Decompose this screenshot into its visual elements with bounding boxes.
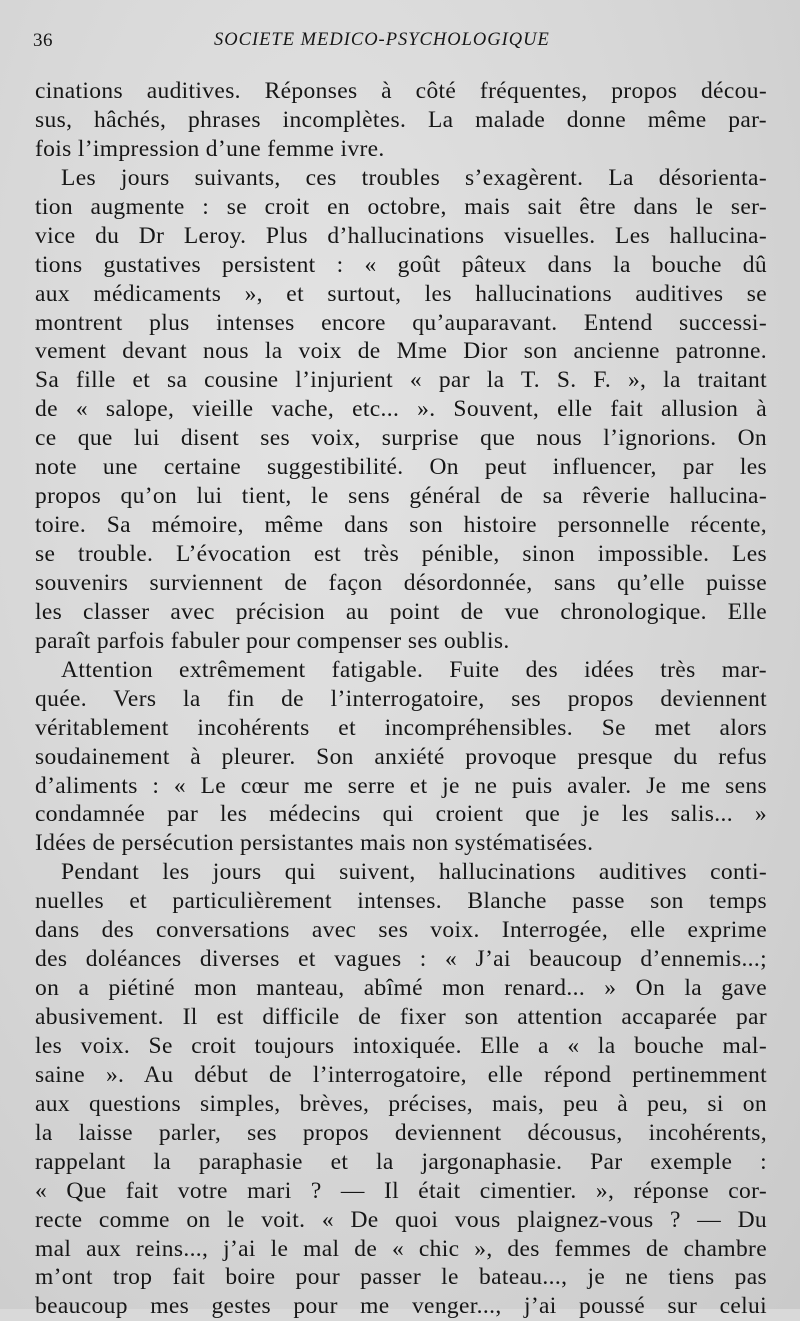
text-line: m’ont trop fait boire pour passer le bateau..., je ne tiens pas (35, 1264, 767, 1291)
text-line: sus, hâchés, phrases incomplètes. La malade donne même par- (35, 106, 767, 133)
text-line: souvenirs surviennent de façon désordonnée, sans qu’elle puisse (35, 569, 767, 596)
text-line: de « salope, vieille vache, etc... ». Souvent, elle fait allusion à (35, 396, 767, 423)
text-line: vement devant nous la voix de Mme Dior son ancienne patronne. (35, 338, 767, 365)
text-line: propos qu’on lui tient, le sens général de sa rêverie hallucina- (35, 483, 767, 510)
text-line: note une certaine suggestibilité. On peut influencer, par les (35, 454, 767, 481)
text-line: Sa fille et sa cousine l’injurient « par la T. S. F. », la traitant (35, 367, 767, 394)
text-line: tions gustatives persistent : « goût pâteux dans la bouche dû (35, 251, 767, 278)
text-line: aux médicaments », et surtout, les hallucinations auditives se (35, 280, 767, 307)
text-line: beaucoup mes gestes pour me venger..., j’ai poussé sur celui (35, 1293, 767, 1320)
text-line: on a piétiné mon manteau, abîmé mon renard... » On la gave (35, 975, 767, 1002)
text-line: « Que fait votre mari ? — Il était cimentier. », réponse cor- (35, 1177, 767, 1204)
text-line: Les jours suivants, ces troubles s’exagèrent. La désorienta- (61, 164, 767, 191)
text-line: saine ». Au début de l’interrogatoire, elle répond pertinemment (35, 1061, 767, 1088)
text-line: Idées de persécution persistantes mais non systématisées. (35, 830, 594, 857)
text-line: d’aliments : « Le cœur me serre et je ne puis avaler. Je me sens (35, 772, 767, 799)
text-line: vice du Dr Leroy. Plus d’hallucinations visuelles. Les hallucina- (35, 222, 767, 249)
text-line: aux questions simples, brèves, précises, mais, peu à peu, si on (35, 1090, 767, 1117)
text-line: rappelant la paraphasie et la jargonaphasie. Par exemple : (35, 1148, 767, 1175)
text-line: Pendant les jours qui suivent, hallucinations auditives conti- (61, 859, 767, 886)
text-line: se trouble. L’évocation est très pénible, sinon impossible. Les (35, 541, 767, 567)
running-head: SOCIETE MEDICO-PSYCHOLOGIQUE (214, 30, 550, 50)
text-line: quée. Vers la fin de l’interrogatoire, ses propos deviennent (35, 685, 767, 712)
body-text (35, 77, 767, 1321)
text-line: fois l’impression d’une femme ivre. (35, 135, 385, 162)
text-line: véritablement incohérents et incompréhensibles. Se met alors (35, 714, 767, 741)
text-line: les classer avec précision au point de vue chronologique. Elle (35, 598, 767, 625)
text-line: Attention extrêmement fatigable. Fuite des idées très mar- (61, 656, 767, 683)
text-line: cinations auditives. Réponses à côté fréquentes, propos décou- (35, 78, 767, 104)
text-line: des doléances diverses et vagues : « J’ai beaucoup d’ennemis...; (35, 946, 767, 973)
page-number: 36 (33, 30, 53, 51)
text-line: toire. Sa mémoire, même dans son histoire personnelle récente, (35, 512, 767, 539)
text-line: les voix. Se croit toujours intoxiquée. Elle a « la bouche mal- (35, 1032, 767, 1059)
page-header (33, 30, 773, 58)
text-line: dans des conversations avec ses voix. Interrogée, elle exprime (35, 917, 767, 944)
text-line: nuelles et particulièrement intenses. Blanche passe son temps (35, 888, 767, 915)
text-line: montrent plus intenses encore qu’auparavant. Entend successi- (35, 309, 767, 336)
text-line: tion augmente : se croit en octobre, mais sait être dans le ser- (35, 193, 767, 220)
text-line: ce que lui disent ses voix, surprise que nous l’ignorions. On (35, 425, 767, 452)
text-line: abusivement. Il est difficile de fixer son attention accaparée par (35, 1004, 767, 1030)
text-line: recte comme on le voit. « De quoi vous plaignez-vous ? — Du (35, 1206, 767, 1233)
text-line: soudainement à pleurer. Son anxiété provoque presque du refus (35, 743, 767, 770)
text-line: paraît parfois fabuler pour compenser ses oublis. (35, 627, 510, 654)
text-line: mal aux reins..., j’ai le mal de « chic », des femmes de chambre (35, 1235, 767, 1262)
text-line: la laisse parler, ses propos deviennent décousus, incohérents, (35, 1119, 767, 1146)
text-line: condamnée par les médecins qui croient que je les salis... » (35, 801, 767, 828)
